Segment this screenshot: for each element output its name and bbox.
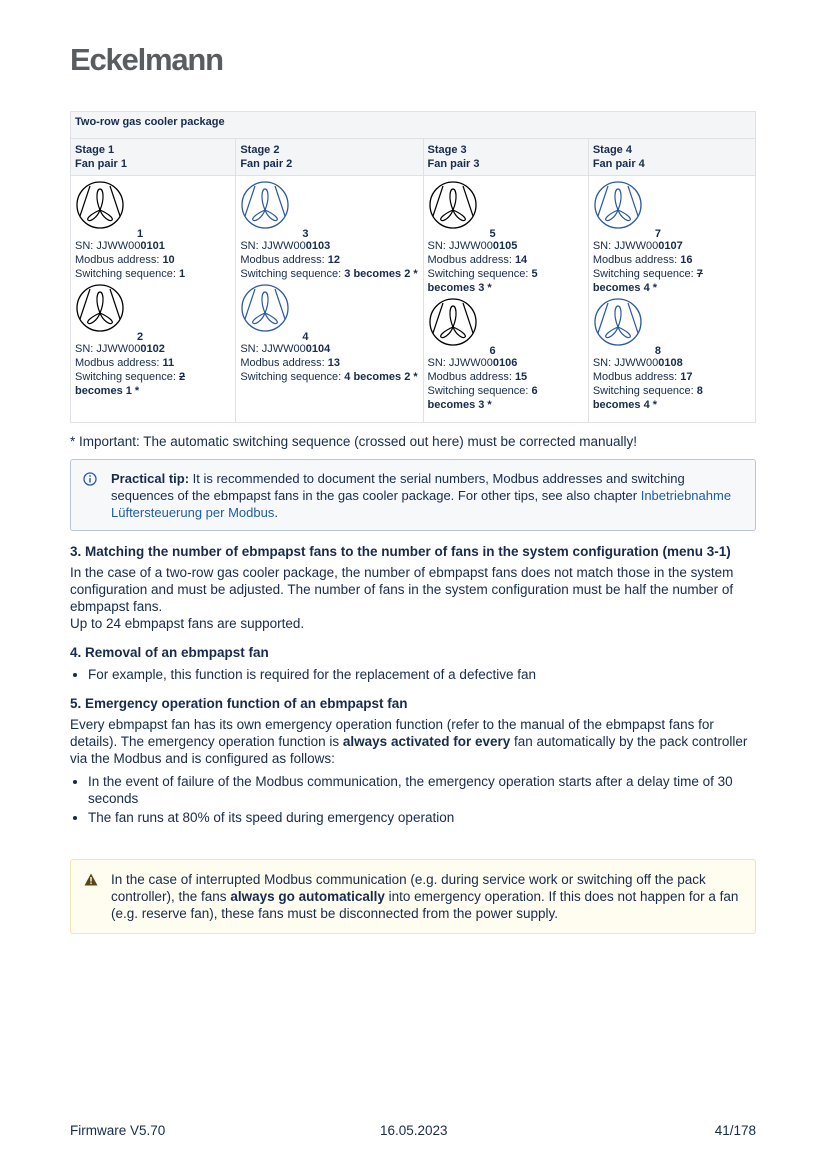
fan-entry (593, 180, 751, 295)
modbus-value: 16 (680, 254, 693, 266)
tip-end: . (274, 505, 278, 520)
modbus-label: Modbus address: (592, 254, 681, 266)
switching-sequence (75, 267, 231, 281)
table-caption: Two-row gas cooler package (71, 112, 756, 139)
fan-icon (593, 297, 643, 350)
sn-prefix: SN: JJWW00 (427, 357, 493, 369)
stage-header (71, 139, 236, 176)
fan-entry (593, 297, 751, 412)
text: into emergency operation. If this does not happen for a fan (e.g. reserve fan), these fans must be disconnected from the power supply. (111, 889, 739, 921)
fan-number: 6 (489, 345, 496, 357)
practical-tip-box (70, 459, 756, 531)
switching-sequence (593, 384, 751, 412)
sequence-new: becomes 4 * (592, 282, 658, 294)
sequence-label: Switching sequence: (427, 268, 532, 280)
fan-number: 7 (654, 228, 661, 240)
text: fan automatically by the pack controller via the Modbus and is configured as follows: (70, 734, 748, 766)
serial-number (593, 356, 751, 370)
section-5-list (70, 773, 756, 826)
page-content (70, 111, 756, 934)
modbus-address (428, 370, 584, 384)
modbus-value: 14 (514, 254, 528, 266)
important-note: * Important: The automatic switching sequence (crossed out here) must be corrected manually! (70, 434, 638, 449)
list-item: • For example, this function is required for the replacement of a defective fan (88, 666, 756, 683)
sequence-label: Switching sequence: (240, 371, 345, 383)
sn-bold: 0104 (305, 343, 331, 355)
fan-icon (428, 180, 478, 233)
sequence-crossed: 7 (696, 268, 703, 280)
sn-prefix: SN: JJWW00 (427, 240, 493, 252)
fan-entry (428, 297, 584, 412)
switching-sequence (428, 267, 584, 295)
bold-text: always activated for every (342, 734, 511, 749)
bold-text: always go automatically (230, 889, 385, 904)
fan-pair-label: Fan pair 4 (592, 158, 645, 170)
document-date: 16.05.2023 (380, 1123, 448, 1138)
fan-number: 1 (137, 228, 144, 240)
fan-entry (75, 283, 231, 398)
sequence-value: 5 (531, 268, 538, 280)
modbus-label: Modbus address: (592, 371, 681, 383)
warning-box (70, 859, 756, 934)
switching-sequence (593, 267, 751, 295)
stage-label: Stage 4 (592, 144, 632, 156)
fan-number: 2 (137, 331, 144, 343)
stage-cell (236, 176, 423, 423)
sn-prefix: SN: JJWW00 (240, 343, 306, 355)
modbus-label: Modbus address: (427, 254, 515, 266)
stage-cell (423, 176, 588, 423)
serial-number (428, 239, 584, 253)
serial-number (75, 342, 231, 356)
modbus-value: 15 (514, 371, 528, 383)
text: In the case of interrupted Modbus communication (e.g. during service work or switching off the pack controller), the fans (111, 872, 706, 904)
list-item: • The fan runs at 80% of its speed during emergency operation (88, 809, 756, 826)
stage-header-row (71, 139, 756, 176)
modbus-address (593, 253, 751, 267)
sn-bold: 0108 (658, 357, 683, 369)
modbus-label: Modbus address: (75, 357, 163, 369)
section-5-paragraph (70, 716, 756, 767)
fan-entry (75, 180, 231, 281)
modbus-label: Modbus address: (240, 357, 328, 369)
sequence-value: 3 becomes 2 * (344, 268, 418, 280)
sequence-value: 8 (696, 385, 703, 397)
sn-prefix: SN: JJWW00 (592, 240, 659, 252)
fan-number: 3 (302, 228, 309, 240)
sequence-value: 4 becomes 2 * (344, 371, 418, 383)
fan-pair-label: Fan pair 2 (240, 158, 293, 170)
stage-label: Stage 1 (75, 144, 115, 156)
fan-entry (240, 283, 418, 384)
section-3-paragraph-2: Up to 24 ebmpapst fans are supported. (70, 616, 305, 631)
sn-prefix: SN: JJWW00 (75, 343, 141, 355)
switching-sequence (240, 267, 418, 281)
sequence-new: becomes 3 * (427, 399, 492, 411)
sequence-label: Switching sequence: (75, 268, 179, 280)
modbus-value: 12 (327, 254, 341, 266)
switching-sequence (75, 370, 231, 398)
modbus-address (75, 356, 231, 370)
fan-entry (428, 180, 584, 295)
fan-icon (240, 180, 290, 233)
sn-prefix: SN: JJWW00 (75, 240, 141, 252)
sequence-label: Switching sequence: (75, 371, 179, 383)
sequence-value: 6 (531, 385, 538, 397)
modbus-label: Modbus address: (75, 254, 163, 266)
eckelmann-logo: Eckelmann (70, 42, 223, 77)
sequence-label: Switching sequence: (592, 385, 697, 397)
switching-sequence (428, 384, 584, 412)
switching-sequence (240, 370, 418, 384)
chapter-link[interactable]: Inbetriebnahme Lüftersteuerung per Modbus (111, 488, 732, 520)
sn-prefix: SN: JJWW00 (592, 357, 659, 369)
stage-header (236, 139, 423, 176)
sn-prefix: SN: JJWW00 (240, 240, 306, 252)
sn-bold: 0106 (492, 357, 518, 369)
fan-pair-label: Fan pair 1 (75, 158, 127, 170)
section-4-heading: 4. Removal of an ebmpapst fan (70, 645, 269, 660)
modbus-label: Modbus address: (240, 254, 328, 266)
modbus-address (593, 370, 751, 384)
stage-header (423, 139, 588, 176)
serial-number (240, 342, 418, 356)
stage-label: Stage 2 (240, 144, 280, 156)
modbus-address (240, 356, 418, 370)
serial-number (428, 356, 584, 370)
sequence-new: becomes 3 * (427, 282, 492, 294)
serial-number (240, 239, 418, 253)
fan-icon (240, 283, 290, 336)
fan-icon (75, 180, 125, 233)
sequence-label: Switching sequence: (592, 268, 697, 280)
fan-icon (428, 297, 478, 350)
modbus-value: 13 (327, 357, 341, 369)
fan-table (70, 111, 756, 423)
modbus-value: 10 (162, 254, 175, 266)
fan-number: 8 (654, 345, 661, 357)
stage-label: Stage 3 (427, 144, 467, 156)
serial-number (593, 239, 751, 253)
firmware-version: Firmware V5.70 (70, 1123, 166, 1138)
stage-header (588, 139, 755, 176)
modbus-value: 11 (162, 357, 175, 369)
modbus-value: 17 (680, 371, 693, 383)
stage-cell (588, 176, 755, 423)
section-3-paragraph: In the case of a two-row gas cooler package, the number of ebmpapst fans does not match those in the system configuration and must be adjusted. The number of fans in the system configuration must be half the number of ebmpapst fans. (70, 565, 734, 614)
page-number: 41/178 (714, 1123, 756, 1138)
tip-label: Practical tip: (111, 471, 190, 486)
fan-pair-label: Fan pair 3 (427, 158, 480, 170)
sequence-label: Switching sequence: (240, 268, 345, 280)
section-5-heading: 5. Emergency operation function of an ebmpapst fan (70, 696, 408, 711)
modbus-address (240, 253, 418, 267)
stage-cell (71, 176, 236, 423)
serial-number (75, 239, 231, 253)
modbus-address (428, 253, 584, 267)
sn-bold: 0102 (140, 343, 165, 355)
sequence-new: becomes 1 * (75, 385, 140, 397)
sn-bold: 0103 (305, 240, 331, 252)
tip-text: It is recommended to document the serial numbers, Modbus addresses and switching sequences of the ebmpapst fans in the gas cooler package. For other tips, see also chapter (111, 471, 685, 503)
warning-icon (84, 873, 98, 890)
section-3-heading: 3. Matching the number of ebmpapst fans to the number of fans in the system configuration (menu 3-1) (70, 544, 731, 559)
sequence-crossed: 2 (178, 371, 186, 383)
modbus-address (75, 253, 231, 267)
section-4-list (70, 666, 756, 683)
fan-icon (593, 180, 643, 233)
list-item: • In the event of failure of the Modbus communication, the emergency operation starts after a delay time of 30 seconds (88, 773, 756, 807)
sn-bold: 0101 (140, 240, 165, 252)
text: Every ebmpapst fan has its own emergency operation function (refer to the manual of the ebmpapst fans for details). The emergency operation function is (70, 717, 714, 749)
sn-bold: 0107 (658, 240, 683, 252)
sequence-value: 1 (178, 268, 186, 280)
sequence-new: becomes 4 * (592, 399, 658, 411)
fan-number: 4 (302, 331, 309, 343)
fan-entry (240, 180, 418, 281)
modbus-label: Modbus address: (427, 371, 515, 383)
info-icon (83, 472, 97, 490)
sn-bold: 0105 (492, 240, 518, 252)
fan-icon (75, 283, 125, 336)
fan-number: 5 (489, 228, 496, 240)
fan-row (71, 176, 756, 423)
sequence-label: Switching sequence: (427, 385, 532, 397)
